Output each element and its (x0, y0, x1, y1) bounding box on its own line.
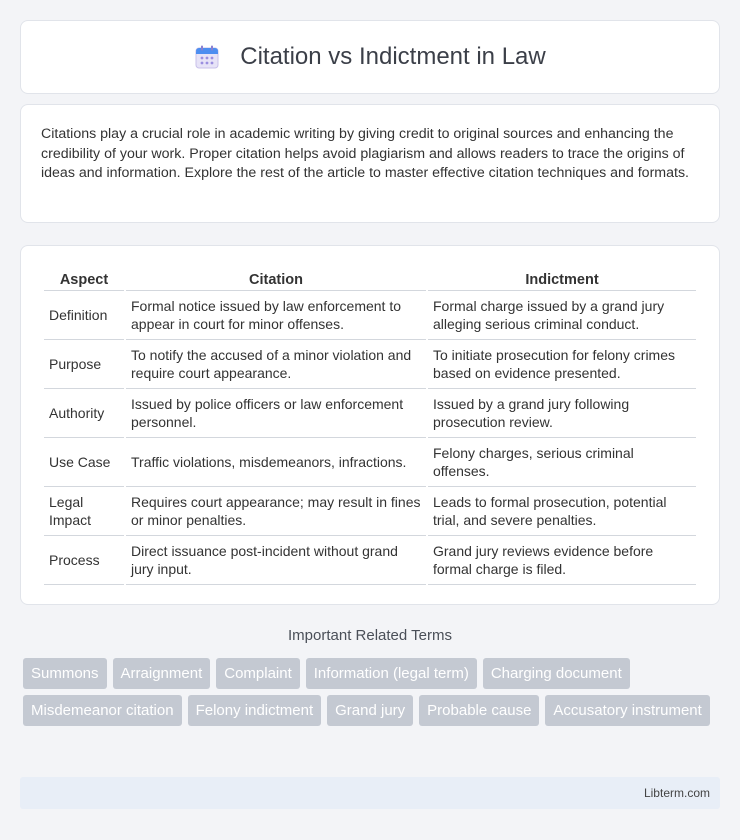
table-row (44, 340, 696, 389)
header-indictment: Indictment (428, 265, 696, 291)
footer-site-link[interactable]: Libterm.com (643, 786, 710, 800)
header-aspect: Aspect (44, 265, 124, 291)
tag-arraignment[interactable]: Arraignment (113, 658, 211, 689)
header-inner (194, 43, 545, 71)
row-aspect: Legal Impact (44, 487, 124, 536)
intro-card (20, 104, 720, 223)
tag-grand-jury[interactable]: Grand jury (327, 695, 413, 726)
page-title: Citation vs Indictment in Law (240, 43, 546, 70)
table-row (44, 438, 696, 487)
tag-misdemeanor-citation[interactable]: Misdemeanor citation (23, 695, 182, 726)
table-row (44, 487, 696, 536)
row-aspect: Process (44, 536, 124, 585)
tag-felony-indictment[interactable]: Felony indictment (188, 695, 322, 726)
tag-summons[interactable]: Summons (23, 658, 107, 689)
row-indictment: Issued by a grand jury following prosecution review. (428, 389, 696, 438)
row-citation: Direct issuance post-incident without grand jury input. (126, 536, 426, 585)
related-terms-title: Important Related Terms (288, 627, 452, 644)
row-citation: Traffic violations, misdemeanors, infractions. (126, 438, 426, 487)
tag-complaint[interactable]: Complaint (216, 658, 300, 689)
row-citation: Requires court appearance; may result in fines or minor penalties. (126, 487, 426, 536)
tag-charging-document[interactable]: Charging document (483, 658, 630, 689)
row-indictment: Felony charges, serious criminal offenses. (428, 438, 696, 487)
comparison-table-card (20, 245, 720, 605)
tag-accusatory-instrument[interactable]: Accusatory instrument (545, 695, 709, 726)
row-citation: Issued by police officers or law enforcement personnel. (126, 389, 426, 438)
row-indictment: Formal charge issued by a grand jury alleging serious criminal conduct. (428, 291, 696, 340)
footer (20, 777, 720, 809)
header-citation: Citation (126, 265, 426, 291)
comparison-table (42, 265, 698, 585)
row-indictment: Leads to formal prosecution, potential trial, and severe penalties. (428, 487, 696, 536)
row-citation: To notify the accused of a minor violation and require court appearance. (126, 340, 426, 389)
row-citation: Formal notice issued by law enforcement to appear in court for minor offenses. (126, 291, 426, 340)
header-card (20, 20, 720, 94)
calendar-icon (194, 44, 220, 70)
row-aspect: Authority (44, 389, 124, 438)
intro-text: Citations play a crucial role in academic writing by giving credit to original sources and enhancing the credibility of your work. Proper citation helps avoid plagiarism and allows readers to trace the origins of ideas and information. Explore the rest of the article to master effective citation techniques and formats. (41, 126, 689, 181)
related-terms-list (23, 658, 723, 732)
row-indictment: Grand jury reviews evidence before formal charge is filed. (428, 536, 696, 585)
row-aspect: Purpose (44, 340, 124, 389)
table-row (44, 536, 696, 585)
table-row (44, 389, 696, 438)
row-indictment: To initiate prosecution for felony crimes based on evidence presented. (428, 340, 696, 389)
row-aspect: Definition (44, 291, 124, 340)
tag-information[interactable]: Information (legal term) (306, 658, 477, 689)
row-aspect: Use Case (44, 438, 124, 487)
table-row (44, 291, 696, 340)
tag-probable-cause[interactable]: Probable cause (419, 695, 539, 726)
table-header-row (44, 265, 696, 291)
